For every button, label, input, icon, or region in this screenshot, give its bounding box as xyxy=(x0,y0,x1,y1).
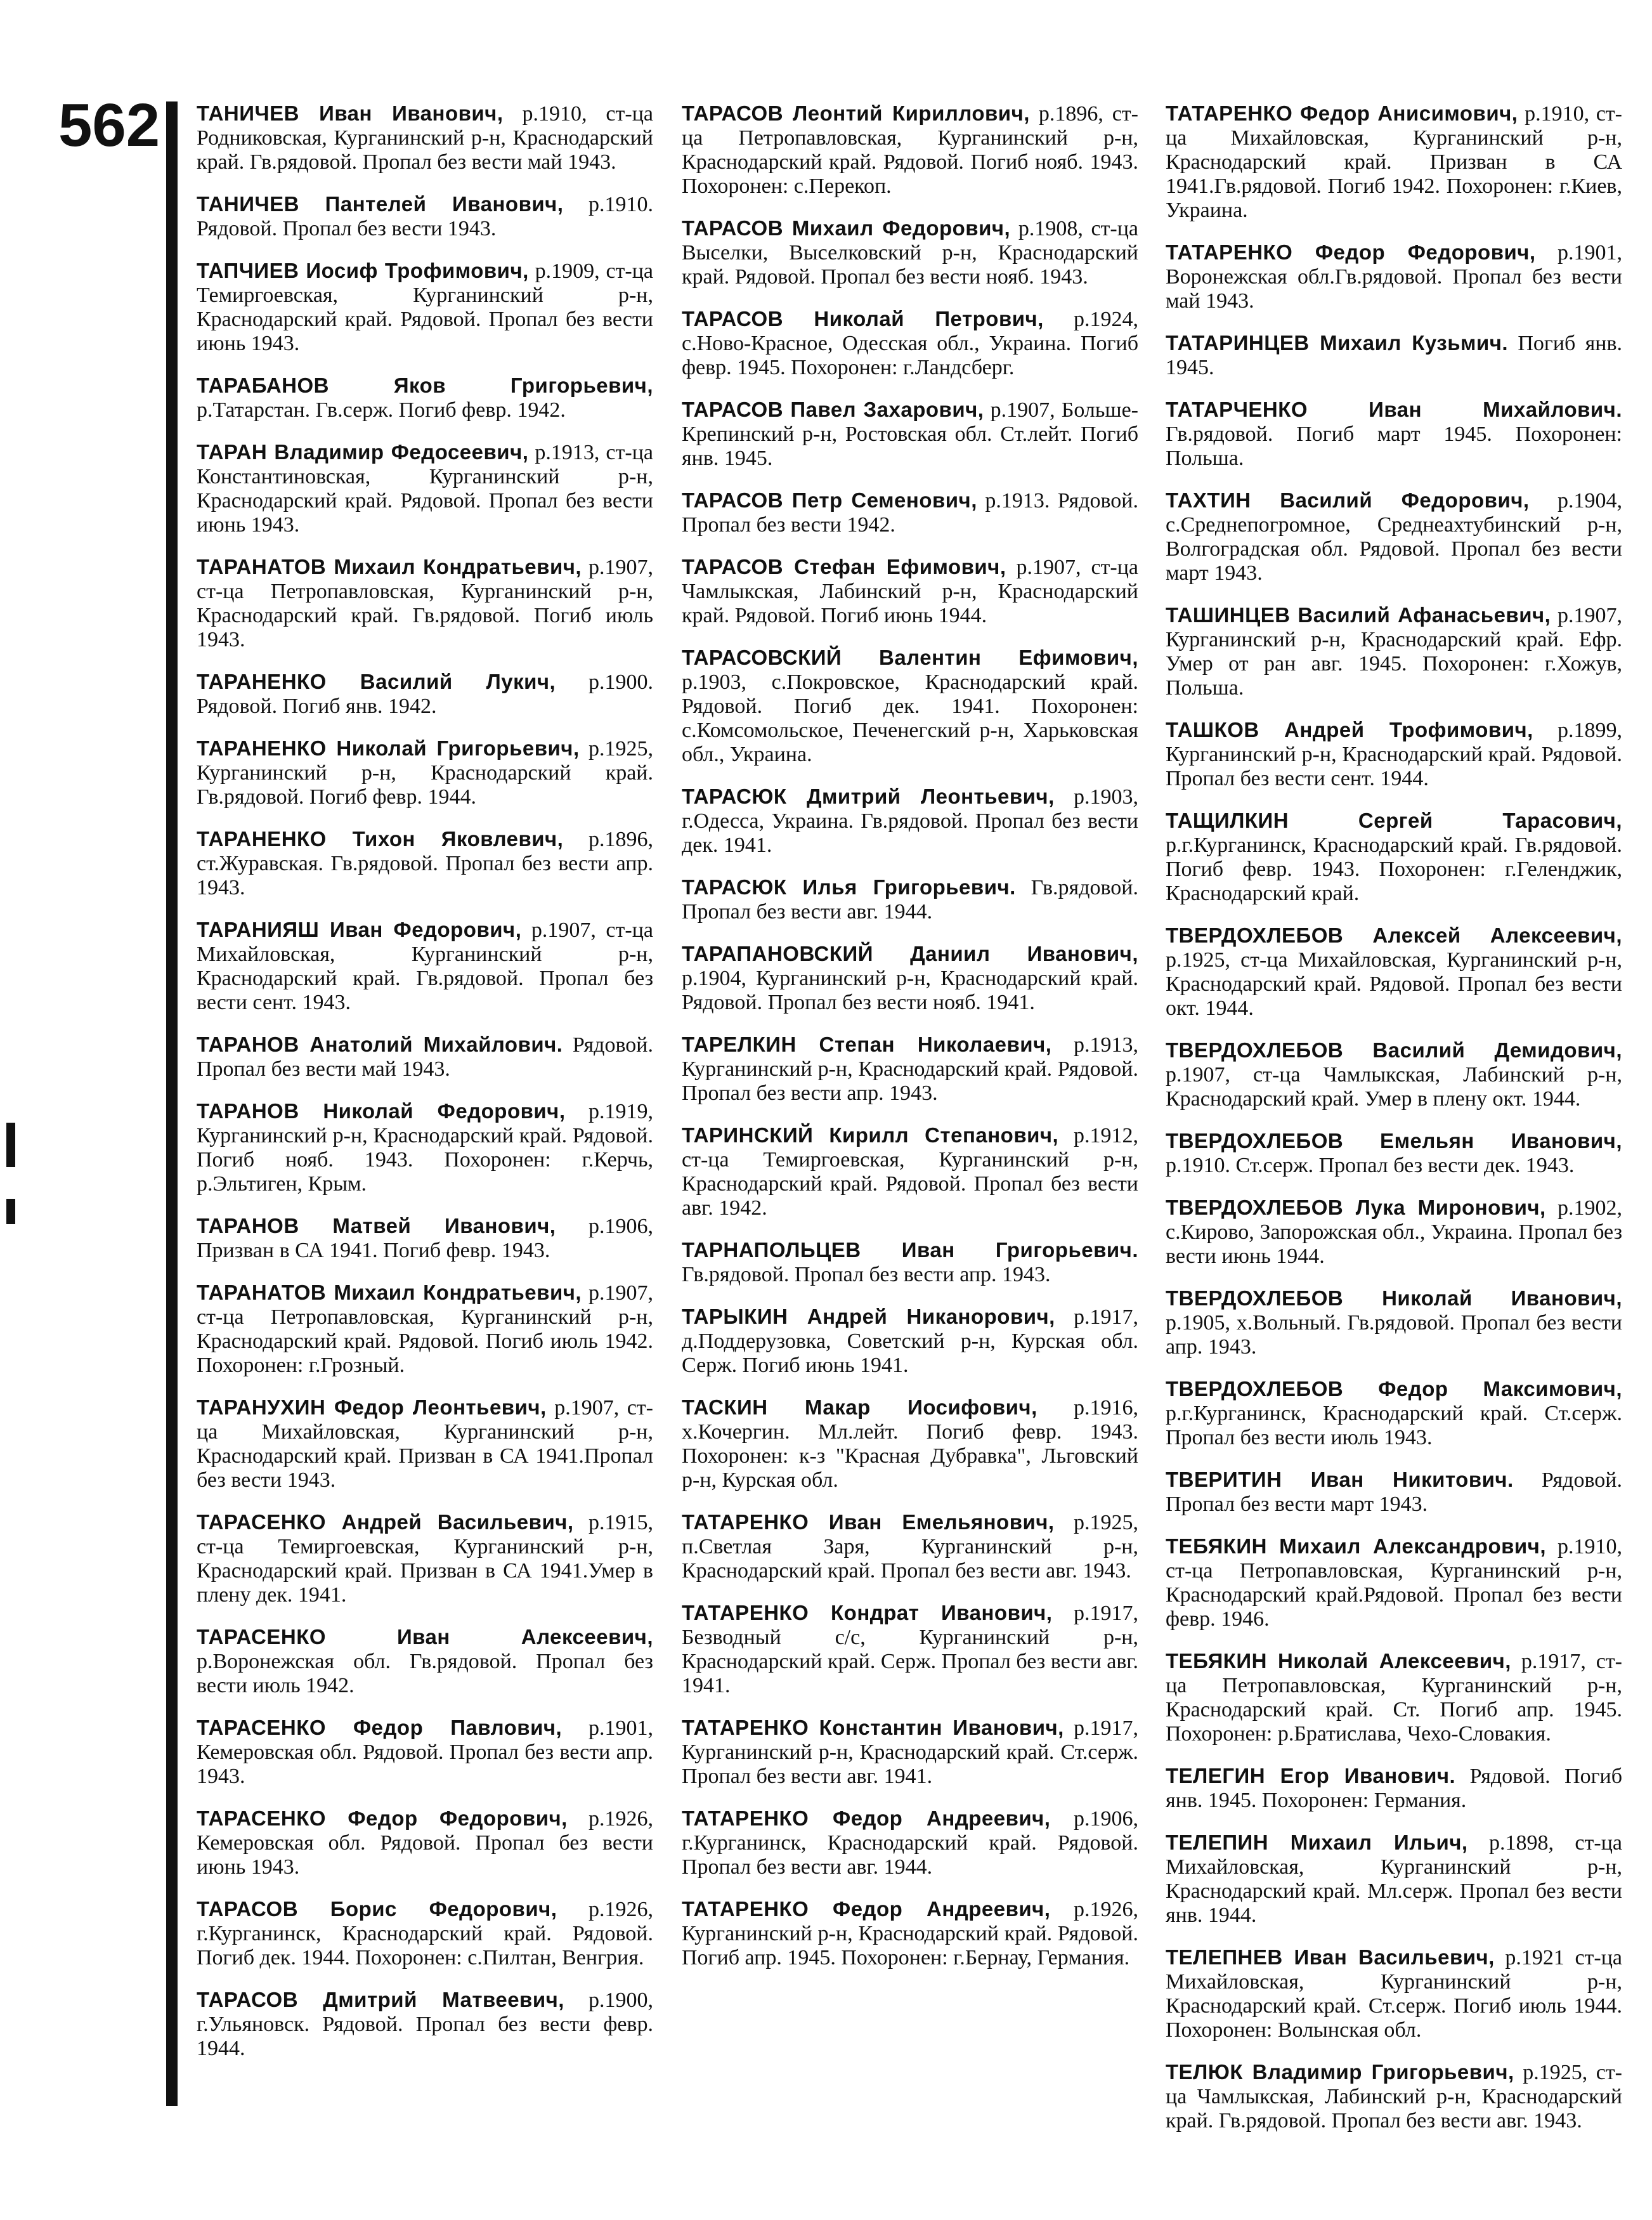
entry-text: р.1913, ст-ца Константиновская, Курганинский р-н, Краснодарский край. Рядовой. Пропал без вести июнь 1943. xyxy=(197,441,653,537)
entry-name: ТЕЛЕГИН Егор Иванович. xyxy=(1166,1764,1456,1787)
entry-name: ТАРАНЕНКО Николай Григорьевич, xyxy=(197,736,580,760)
entry xyxy=(197,1099,653,1196)
entry xyxy=(197,440,653,537)
entry-text: р.1901, Кемеровская обл. Рядовой. Пропал без вести апр. 1943. xyxy=(197,1716,653,1788)
entry-name: ТАРАНАТОВ Михаил Кондратьевич, xyxy=(197,1281,582,1304)
entry-name: ТАРАСОВ Павел Захарович, xyxy=(682,398,984,421)
entry xyxy=(682,646,1138,767)
entry-name: ТАРАНОВ Анатолий Михайлович. xyxy=(197,1033,563,1056)
entry-text: р.1907, ст-ца Чамлыкская, Лабинский р-н, Краснодарский край. Умер в плену окт. 1944. xyxy=(1166,1063,1622,1111)
entry-text: р.1907, ст-ца Михайловская, Курганинский р-н, Краснодарский край. Призван в СА 1941.Пропал без вести 1943. xyxy=(197,1396,653,1492)
entry xyxy=(1166,1831,1622,1928)
entry-text: р.1907, Курганинский р-н, Краснодарский край. Ефр. Умер от ран авг. 1945. Похоронен: г.Хожув, Польша. xyxy=(1166,604,1623,700)
entry xyxy=(1166,1945,1622,2042)
entry-text: р.1905, х.Вольный. Гв.рядовой. Пропал без вести апр. 1943. xyxy=(1166,1311,1622,1359)
entry xyxy=(682,1806,1138,1879)
entry xyxy=(1166,1286,1622,1359)
entry-name: ТАРАСЮК Дмитрий Леонтьевич, xyxy=(682,785,1055,808)
entry-text: р.1904, Курганинский р-н, Краснодарский край. Рядовой. Пропал без вести нояб. 1941. xyxy=(682,967,1138,1014)
entry-text: р.1896, ст-ца Петропавловская, Курганинский р-н, Краснодарский край. Рядовой. Погиб нояб. 1943. Похоронен: с.Перекоп. xyxy=(682,102,1138,198)
entry-name: ТАТАРЧЕНКО Иван Михайлович. xyxy=(1166,398,1622,421)
entry-name: ТАТАРИНЦЕВ Михаил Кузьмич. xyxy=(1166,331,1509,355)
entry xyxy=(1166,1764,1622,1813)
entry-text: р.1926, Кемеровская обл. Рядовой. Пропал без вести июнь 1943. xyxy=(197,1807,653,1879)
entry-name: ТАРАНОВ Николай Федорович, xyxy=(197,1099,566,1123)
entry xyxy=(197,192,653,241)
entry-text: р.Татарстан. Гв.серж. Погиб февр. 1942. xyxy=(197,398,566,422)
entry-name: ТАТАРЕНКО Кондрат Иванович, xyxy=(682,1601,1053,1624)
margin-speck xyxy=(6,1199,15,1224)
entry xyxy=(1166,398,1622,471)
entry-text: р.1904, с.Среднепогромное, Среднеахтубинский р-н, Волгоградская обл. Рядовой. Пропал без вести март 1943. xyxy=(1166,489,1623,585)
entry-name: ТАРАПАНОВСКИЙ Даниил Иванович, xyxy=(682,942,1138,965)
entry xyxy=(197,1510,653,1607)
entry xyxy=(682,942,1138,1015)
entry xyxy=(682,488,1138,537)
entry-text: Погиб янв. 1945. xyxy=(1166,332,1622,379)
entry xyxy=(197,1806,653,1879)
entry-name: ТАШКОВ Андрей Трофимович, xyxy=(1166,718,1533,741)
entry-text: Рядовой. Погиб янв. 1945. Похоронен: Германия. xyxy=(1166,1765,1623,1812)
entry-text: р.1926, Курганинский р-н, Краснодарский край. Рядовой. Погиб апр. 1945. Похоронен: г.Бернау, Германия. xyxy=(682,1898,1139,1969)
entry xyxy=(1166,924,1622,1021)
entry-text: р.1907, ст-ца Михайловская, Курганинский р-н, Краснодарский край. Гв.рядовой. Пропал без вести сент. 1943. xyxy=(197,918,653,1014)
entry-text: Гв.рядовой. Пропал без вести авг. 1944. xyxy=(682,876,1139,924)
entry-name: ТАПЧИЕВ Иосиф Трофимович, xyxy=(197,259,529,282)
entry-name: ТАТАРЕНКО Федор Анисимович, xyxy=(1166,101,1518,125)
entry-text: р.1901, Воронежская обл.Гв.рядовой. Пропал без вести май 1943. xyxy=(1166,241,1622,313)
entry-text: р.1919, Курганинский р-н, Краснодарский край. Рядовой. Погиб нояб. 1943. Похоронен: г.Керчь, р.Эльтиген, Крым. xyxy=(197,1100,653,1196)
entry-name: ТВЕРДОХЛЕБОВ Лука Миронович, xyxy=(1166,1196,1546,1219)
entry-name: ТАРАСОВ Стефан Ефимович, xyxy=(682,555,1006,578)
entry-name: ТАТАРЕНКО Федор Андреевич, xyxy=(682,1806,1051,1830)
entry-name: ТАРАН Владимир Федосеевич, xyxy=(197,440,529,464)
entry-text: р.1916, х.Кочергин. Мл.лейт. Погиб февр. 1943. Похоронен: к-з "Красная Дубравка", Льговский р-н, Курская обл. xyxy=(682,1396,1138,1492)
entry-text: р.Воронежская обл. Гв.рядовой. Пропал без вести июль 1942. xyxy=(197,1650,653,1697)
entry xyxy=(1166,1468,1622,1517)
entry-text: р.1906, Призван в СА 1941. Погиб февр. 1943. xyxy=(197,1215,653,1262)
entry-name: ТАТАРЕНКО Иван Емельянович, xyxy=(682,1510,1055,1534)
entry-name: ТЕБЯКИН Михаил Александрович, xyxy=(1166,1534,1547,1558)
entry-name: ТЕЛЕПИН Михаил Ильич, xyxy=(1166,1831,1468,1854)
entry-name: ТАРАСОВ Петр Семенович, xyxy=(682,488,977,512)
entry-name: ТАРАСЕНКО Андрей Васильевич, xyxy=(197,1510,574,1534)
entry-name: ТАСКИН Макар Иосифович, xyxy=(682,1395,1037,1419)
entry-name: ТВЕРДОХЛЕБОВ Федор Максимович, xyxy=(1166,1377,1622,1401)
entry-name: ТАРАНЕНКО Василий Лукич, xyxy=(197,670,556,693)
entry xyxy=(1166,1038,1622,1111)
entry-text: р.1907, Больше-Крепинский р-н, Ростовская обл. Ст.лейт. Погиб янв. 1945. xyxy=(682,398,1138,470)
entry xyxy=(197,1281,653,1378)
entry-text: р.1917, Курганинский р-н, Краснодарский край. Ст.серж. Пропал без вести авг. 1941. xyxy=(682,1716,1138,1788)
entry-name: ТВЕРДОХЛЕБОВ Николай Иванович, xyxy=(1166,1286,1622,1310)
entry xyxy=(1166,718,1622,791)
entry xyxy=(682,785,1138,858)
entry-name: ТАРАБАНОВ Яков Григорьевич, xyxy=(197,374,653,397)
entry xyxy=(682,1238,1138,1287)
entry-name: ТАРЫКИН Андрей Никанорович, xyxy=(682,1305,1055,1328)
page-number: 562 xyxy=(58,91,160,159)
entry-name: ТАРАНИЯШ Иван Федорович, xyxy=(197,918,522,941)
entry-text: р.1925, п.Светлая Заря, Курганинский р-н, Краснодарский край. Пропал без вести авг. 1943. xyxy=(682,1511,1139,1583)
entry-text: р.1926, г.Курганинск, Краснодарский край. Рядовой. Погиб дек. 1944. Похоронен: с.Пилтан, Венгрия. xyxy=(197,1898,653,1969)
entry-name: ТАШИНЦЕВ Василий Афанасьевич, xyxy=(1166,603,1551,627)
entry xyxy=(197,1033,653,1081)
entry xyxy=(1166,331,1622,380)
entry xyxy=(197,1625,653,1698)
entry-text: р.1910. Ст.серж. Пропал без вести дек. 1943. xyxy=(1166,1154,1575,1177)
entry-name: ТВЕРДОХЛЕБОВ Алексей Алексеевич, xyxy=(1166,924,1622,947)
entry-name: ТАРИНСКИЙ Кирилл Степанович, xyxy=(682,1123,1059,1147)
entry-name: ТАРАНОВ Матвей Иванович, xyxy=(197,1214,556,1237)
entry-name: ТАХТИН Василий Федорович, xyxy=(1166,488,1530,512)
entry-text: р.1906, г.Курганинск, Краснодарский край. Рядовой. Пропал без вести авг. 1944. xyxy=(682,1807,1139,1879)
entry-text: р.1917, Безводный с/с, Курганинский р-н, Краснодарский край. Серж. Пропал без вести авг. 1941. xyxy=(682,1602,1138,1697)
entry-text: р.1925, ст-ца Чамлыкская, Лабинский р-н, Краснодарский край. Гв.рядовой. Пропал без вести авг. 1943. xyxy=(1166,2061,1622,2132)
entry xyxy=(197,827,653,900)
entry-text: р.1903, г.Одесса, Украина. Гв.рядовой. Пропал без вести дек. 1941. xyxy=(682,785,1139,857)
entry xyxy=(1166,1377,1622,1450)
entry-text: р.1902, с.Кирово, Запорожская обл., Украина. Пропал без вести июнь 1944. xyxy=(1166,1196,1623,1268)
entry-text: р.1910, ст-ца Петропавловская, Курганинский р-н, Краснодарский край.Рядовой. Пропал без вести февр. 1946. xyxy=(1166,1535,1622,1631)
entry-text: Рядовой. Пропал без вести март 1943. xyxy=(1166,1468,1622,1516)
entry-text: р.1908, ст-ца Выселки, Выселковский р-н, Краснодарский край. Рядовой. Пропал без вести нояб. 1943. xyxy=(682,217,1139,289)
entry-name: ТВЕРДОХЛЕБОВ Василий Демидович, xyxy=(1166,1038,1622,1062)
entry-text: р.1900, г.Ульяновск. Рядовой. Пропал без вести февр. 1944. xyxy=(197,1988,654,2060)
entry xyxy=(197,918,653,1015)
entry-text: Гв.рядовой. Погиб март 1945. Похоронен: Польша. xyxy=(1166,422,1622,470)
entry xyxy=(197,670,653,719)
entry-text: р.1896, ст.Журавская. Гв.рядовой. Пропал без вести апр. 1943. xyxy=(197,828,653,899)
entry-text: Гв.рядовой. Пропал без вести апр. 1943. xyxy=(682,1263,1051,1286)
entry-name: ТАРАСОВСКИЙ Валентин Ефимович, xyxy=(682,646,1138,669)
entry xyxy=(682,398,1138,471)
column-3 xyxy=(1166,101,1622,2151)
entry-text: р.1915, ст-ца Темиргоевская, Курганинский р-н, Краснодарский край. Призван в СА 1941.Умер в плену дек. 1941. xyxy=(197,1511,653,1607)
entry xyxy=(682,216,1138,289)
entry-name: ТАРЕЛКИН Степан Николаевич, xyxy=(682,1033,1052,1056)
margin-speck xyxy=(6,1123,15,1167)
entry xyxy=(197,259,653,356)
entry-text: р.1898, ст-ца Михайловская, Курганинский р-н, Краснодарский край. Мл.серж. Пропал без вести янв. 1944. xyxy=(1166,1831,1622,1927)
entry xyxy=(682,1033,1138,1106)
entry-text: р.1924, с.Ново-Красное, Одесская обл., Украина. Погиб февр. 1945. Похоронен: г.Ландсберг. xyxy=(682,308,1138,379)
entry-name: ТЕБЯКИН Николай Алексеевич, xyxy=(1166,1649,1511,1673)
entry xyxy=(1166,1129,1622,1178)
entry-name: ТАНИЧЕВ Пантелей Иванович, xyxy=(197,192,564,216)
entry xyxy=(1166,240,1622,313)
entry xyxy=(197,374,653,422)
entry-name: ТАНИЧЕВ Иван Иванович, xyxy=(197,101,504,125)
entry-name: ТАРАНАТОВ Михаил Кондратьевич, xyxy=(197,555,582,578)
entry xyxy=(1166,1196,1622,1269)
entry-name: ТАТАРЕНКО Федор Федорович, xyxy=(1166,240,1536,264)
entry-name: ТАРАСЕНКО Федор Федорович, xyxy=(197,1806,568,1830)
entry xyxy=(1166,1649,1622,1746)
entry xyxy=(682,1123,1138,1220)
entry-name: ТАРАСОВ Борис Федорович, xyxy=(197,1897,557,1921)
entry-text: р.1917, ст-ца Петропавловская, Курганинский р-н, Краснодарский край. Ст. Погиб апр. 1945. Похоронен: р.Братислава, Чехо-Словакия. xyxy=(1166,1650,1622,1746)
entry-name: ТЕЛЮК Владимир Григорьевич, xyxy=(1166,2060,1514,2084)
entry xyxy=(682,1601,1138,1698)
entry xyxy=(197,1395,653,1492)
entry-name: ТАЩИЛКИН Сергей Тарасович, xyxy=(1166,809,1622,832)
entry-text: р.1921 ст-ца Михайловская, Курганинский р-н, Краснодарский край. Ст.серж. Погиб июль 1944. Похоронен: Волынская обл. xyxy=(1166,1946,1622,2042)
entry-text: Рядовой. Пропал без вести май 1943. xyxy=(197,1033,653,1081)
entry xyxy=(1166,809,1622,906)
entry xyxy=(682,1305,1138,1378)
entry xyxy=(682,1716,1138,1789)
entry-text: р.1900. Рядовой. Погиб янв. 1942. xyxy=(197,670,654,718)
entry-text: р.1909, ст-ца Темиргоевская, Курганинский р-н, Краснодарский край. Рядовой. Пропал без вести июнь 1943. xyxy=(197,259,653,355)
entry-text: р.1903, с.Покровское, Краснодарский край. Рядовой. Погиб дек. 1941. Похоронен: с.Комсомольское, Печенегский р-н, Харьковская обл., Украина. xyxy=(682,670,1138,766)
entry-name: ТАРАНЕНКО Тихон Яковлевич, xyxy=(197,827,564,851)
entry-name: ТАРАСОВ Дмитрий Матвеевич, xyxy=(197,1988,564,2011)
entry xyxy=(682,1395,1138,1492)
entry-text: р.1910. Рядовой. Пропал без вести 1943. xyxy=(197,193,654,240)
entry-text: р.1907, ст-ца Чамлыкская, Лабинский р-н, Краснодарский край. Рядовой. Погиб июнь 1944. xyxy=(682,556,1138,627)
entry xyxy=(682,555,1138,628)
entry-name: ТАРНАПОЛЬЦЕВ Иван Григорьевич. xyxy=(682,1238,1138,1262)
entry-text: р.г.Курганинск, Краснодарский край. Ст.серж. Пропал без вести июль 1943. xyxy=(1166,1402,1622,1449)
entry-text: р.1917, д.Поддерузовка, Советский р-н, Курская обл. Серж. Погиб июнь 1941. xyxy=(682,1305,1139,1377)
entry-text: р.1925, Курганинский р-н, Краснодарский край. Гв.рядовой. Погиб февр. 1944. xyxy=(197,737,653,809)
entry-text: р.1912, ст-ца Темиргоевская, Курганинский р-н, Краснодарский край. Рядовой. Пропал без вести авг. 1942. xyxy=(682,1124,1139,1220)
entry-name: ТАРАНУХИН Федор Леонтьевич, xyxy=(197,1395,547,1419)
entry-text: р.1913. Рядовой. Пропал без вести 1942. xyxy=(682,489,1138,537)
entry xyxy=(682,101,1138,199)
entry-text: р.1907, ст-ца Петропавловская, Курганинский р-н, Краснодарский край. Рядовой. Погиб июль 1942. Похоронен: г.Грозный. xyxy=(197,1281,654,1377)
entry-name: ТАРАСЮК Илья Григорьевич. xyxy=(682,875,1016,899)
entry-name: ТАТАРЕНКО Федор Андреевич, xyxy=(682,1897,1051,1921)
entry xyxy=(197,1716,653,1789)
entry xyxy=(682,875,1138,924)
entry xyxy=(197,736,653,809)
entry xyxy=(197,555,653,652)
entry xyxy=(1166,2060,1622,2133)
entry xyxy=(197,1897,653,1970)
entry xyxy=(197,101,653,174)
entry xyxy=(1166,488,1622,585)
entry xyxy=(682,307,1138,380)
margin-rule xyxy=(166,101,178,2106)
entry-name: ТАРАСЕНКО Федор Павлович, xyxy=(197,1716,563,1739)
entry-text: р.г.Курганинск, Краснодарский край. Гв.рядовой. Погиб февр. 1943. Похоронен: г.Геленджик, Краснодарский край. xyxy=(1166,833,1622,905)
entry-text: р.1899, Курганинский р-н, Краснодарский край. Рядовой. Пропал без вести сент. 1944. xyxy=(1166,719,1622,790)
entry-text: р.1910, ст-ца Михайловская, Курганинский р-н, Краснодарский край. Призван в СА 1941.Гв.рядовой. Погиб 1942. Похоронен: г.Киев, Украина. xyxy=(1166,102,1622,222)
entry-name: ТАРАСОВ Михаил Федорович, xyxy=(682,216,1011,240)
entry-text: р.1907, ст-ца Петропавловская, Курганинский р-н, Краснодарский край. Гв.рядовой. Погиб июль 1943. xyxy=(197,556,654,651)
column-2 xyxy=(682,101,1138,1988)
entry-name: ТВЕРИТИН Иван Никитович. xyxy=(1166,1468,1514,1491)
entry-name: ТАТАРЕНКО Константин Иванович, xyxy=(682,1716,1064,1739)
entry-name: ТЕЛЕПНЕВ Иван Васильевич, xyxy=(1166,1945,1495,1969)
entry-name: ТАРАСЕНКО Иван Алексеевич, xyxy=(197,1625,653,1649)
entry xyxy=(1166,1534,1622,1631)
entry xyxy=(1166,101,1622,223)
entry xyxy=(197,1214,653,1263)
entry-text: р.1913, Курганинский р-н, Краснодарский край. Рядовой. Пропал без вести апр. 1943. xyxy=(682,1033,1138,1105)
entry xyxy=(682,1897,1138,1970)
entry-name: ТАРАСОВ Николай Петрович, xyxy=(682,307,1044,330)
entry-name: ТВЕРДОХЛЕБОВ Емельян Иванович, xyxy=(1166,1129,1622,1152)
entry-name: ТАРАСОВ Леонтий Кириллович, xyxy=(682,101,1030,125)
entry-text: р.1925, ст-ца Михайловская, Курганинский р-н, Краснодарский край. Рядовой. Пропал без вести окт. 1944. xyxy=(1166,948,1622,1020)
column-1 xyxy=(197,101,653,2079)
entry xyxy=(1166,603,1622,700)
entry-text: р.1910, ст-ца Родниковская, Курганинский р-н, Краснодарский край. Гв.рядовой. Пропал без вести май 1943. xyxy=(197,102,653,174)
entry xyxy=(197,1988,653,2061)
entry xyxy=(682,1510,1138,1583)
